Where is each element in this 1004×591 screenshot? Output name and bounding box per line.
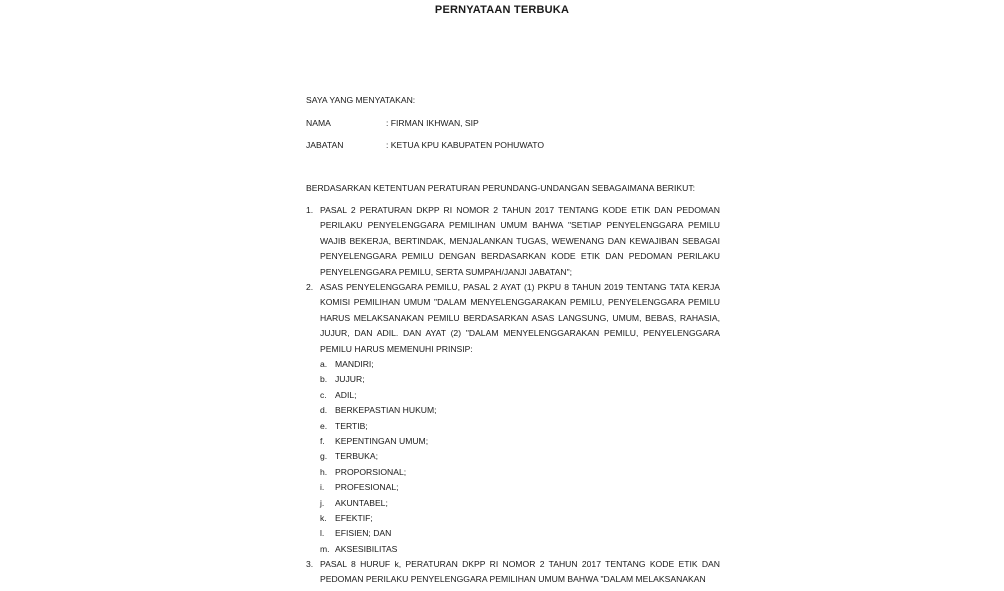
list-letter: e.: [320, 420, 328, 431]
list-item: [320, 434, 620, 449]
intro-text: SAYA YANG MENYATAKAN:: [306, 95, 416, 105]
list-item: [320, 357, 620, 372]
numbered-item: [306, 280, 720, 357]
list-letter: b.: [320, 374, 328, 385]
list-text: BERKEPASTIAN HUKUM;: [335, 405, 437, 416]
list-item: [320, 496, 620, 511]
list-item: [320, 465, 620, 480]
list-text: MANDIRI;: [335, 359, 374, 369]
list-item: [320, 403, 620, 418]
list-letter: d.: [320, 405, 328, 416]
list-text: KEPENTINGAN UMUM;: [335, 435, 429, 446]
list-letter: h.: [320, 466, 328, 477]
list-text: AKSESIBILITAS: [335, 543, 398, 554]
field-value: : KETUA KPU KABUPATEN POHUWATO: [386, 140, 545, 150]
field-value: : FIRMAN IKHWAN, SIP: [386, 118, 479, 128]
list-text: PROFESIONAL;: [335, 482, 399, 493]
list-text: PROPORSIONAL;: [335, 466, 407, 477]
item-number: 3.: [306, 559, 314, 569]
list-letter: l.: [320, 528, 325, 539]
list-text: ADIL;: [335, 389, 357, 400]
list-item: [320, 388, 620, 403]
list-letter: f.: [320, 435, 325, 446]
list-item: [320, 372, 620, 387]
item-text: PASAL 8 HURUF k, PERATURAN DKPP RI NOMOR 2 TAHUN 2017 TENTANG KODE ETIK DAN PEDOMAN PERILAKU PENYELENGGARA PEMILIHAN UMUM BAHWA "DALAM MELAKSANAKAN: [320, 559, 720, 585]
document-title: PERNYATAAN TERBUKA: [434, 4, 570, 16]
list-text: EFEKTIF;: [335, 512, 373, 523]
list-text: AKUNTABEL;: [335, 497, 388, 508]
list-item: [320, 542, 620, 557]
field-label: JABATAN: [306, 140, 344, 150]
field-row-jabatan: [306, 140, 544, 150]
list-item: [320, 419, 620, 434]
principles-list: [320, 357, 620, 557]
item-number: 1.: [306, 205, 314, 215]
field-row-nama: [306, 118, 479, 128]
list-letter: k.: [320, 512, 327, 523]
list-item: [320, 449, 620, 464]
item-number: 2.: [306, 282, 314, 292]
list-letter: c.: [320, 389, 327, 400]
list-text: JUJUR;: [335, 374, 365, 385]
list-letter: j.: [320, 497, 325, 508]
numbered-item: [306, 203, 720, 280]
list-item: [320, 526, 620, 541]
preamble-text: BERDASARKAN KETENTUAN PERATURAN PERUNDANG-UNDANGAN SEBAGAIMANA BERIKUT:: [306, 183, 696, 193]
item-text: ASAS PENYELENGGARA PEMILU, PASAL 2 AYAT (1) PKPU 8 TAHUN 2019 TENTANG TATA KERJA KOMISI PEMILIHAN UMUM "DALAM MENYELENGGARAKAN PEMILU, PENYELENGGARA PEMILU HARUS MELAKSANAKAN PEMILU BERDASARKAN ASAS LANGSUNG, UMUM, BEBAS, RAHASIA, JUJUR, DAN ADIL. DAN AYAT (2) "DALAM MENYELENGGARAKAN PEMILU, PENYELENGGARA PEMILU HARUS MEMENUHI PRINSIP:: [320, 282, 720, 354]
list-item: [320, 511, 620, 526]
list-letter: g.: [320, 451, 328, 462]
field-label: NAMA: [306, 118, 331, 128]
list-letter: a.: [320, 359, 328, 369]
list-item: [320, 480, 620, 495]
numbered-item: [306, 557, 720, 588]
list-text: EFISIEN; DAN: [335, 528, 392, 539]
list-letter: i.: [320, 482, 325, 493]
list-letter: m.: [320, 543, 330, 554]
list-text: TERTIB;: [335, 420, 368, 431]
item-text: PASAL 2 PERATURAN DKPP RI NOMOR 2 TAHUN 2017 TENTANG KODE ETIK DAN PEDOMAN PERILAKU PENYELENGGARA PEMILIHAN UMUM BAHWA "SETIAP PENYELENGGARA PEMILU WAJIB BEKERJA, BERTINDAK, MENJALANKAN TUGAS, WEWENANG DAN KEWAJIBAN SEBAGAI PENYELENGGARA PEMILU DENGAN BERDASARKAN KODE ETIK DAN PEDOMAN PERILAKU PENYELENGGARA PEMILU, SERTA SUMPAH/JANJI JABATAN";: [320, 205, 720, 277]
list-text: TERBUKA;: [335, 451, 378, 462]
